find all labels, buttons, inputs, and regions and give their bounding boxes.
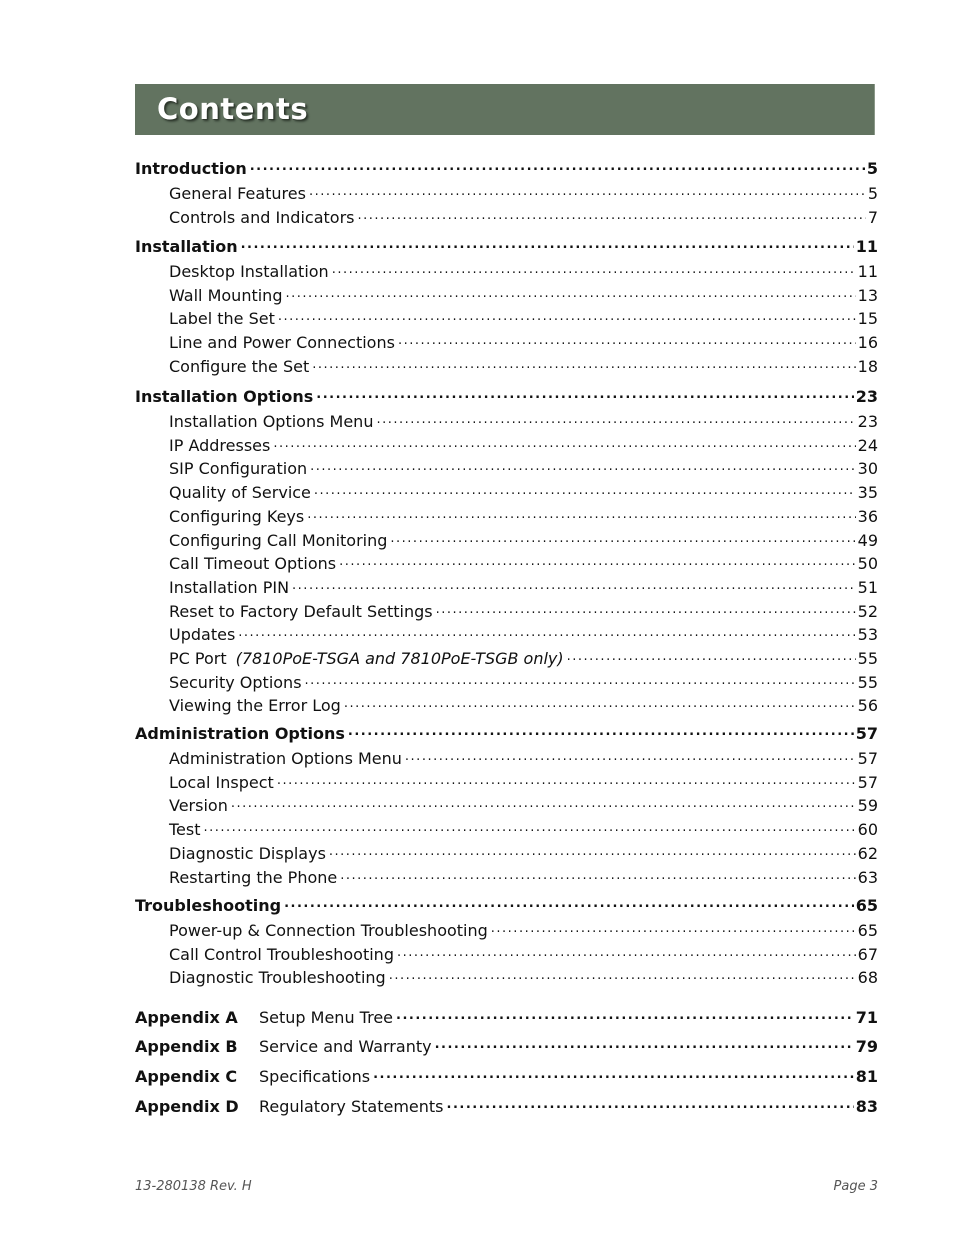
toc-entry-title: Installation [135, 237, 238, 256]
toc-entry-title-text: Line and Power Connections [169, 333, 395, 353]
toc-subentry[interactable] [169, 207, 878, 228]
toc-entry-title [169, 436, 270, 456]
leader-dots [278, 308, 856, 324]
leader-dots [390, 530, 855, 546]
toc-entry-page: 5 [866, 159, 878, 178]
leader-dots [435, 1036, 854, 1052]
document-number: 13-280138 Rev. H [135, 1179, 252, 1194]
toc-entry-page: 16 [857, 333, 878, 353]
toc-entry-title: Specifications [259, 1067, 371, 1086]
toc-subentry[interactable] [169, 967, 878, 988]
leader-dots [316, 386, 853, 402]
toc-entry-page: 56 [857, 696, 878, 716]
toc-entry-title-text: Reset to Factory Default Settings [169, 601, 433, 621]
toc-entry-page: 65 [855, 896, 878, 915]
toc-section-entry[interactable] [135, 723, 878, 744]
toc-entry-title-text: Call Control Troubleshooting [169, 944, 394, 964]
toc-entry-title [169, 968, 386, 988]
toc-subentry[interactable] [169, 648, 878, 669]
page-title: Contents [157, 92, 309, 126]
toc-entry-title [169, 749, 402, 769]
toc-entry-title [169, 412, 373, 432]
toc-entry-title-text: Desktop Installation [169, 262, 329, 281]
toc-entry-page: 57 [855, 724, 878, 743]
toc-entry-page: 49 [857, 530, 878, 550]
leader-dots [436, 601, 856, 617]
leader-dots [309, 183, 866, 199]
toc-subentry[interactable] [169, 601, 878, 622]
toc-entry-title-text: Version [169, 796, 228, 816]
toc-entry-title: Setup Menu Tree [259, 1008, 394, 1027]
leader-dots [310, 458, 856, 474]
toc-entry-title-text: Label the Set [169, 309, 275, 329]
toc-entry-title-text: Configure the Set [169, 356, 310, 376]
toc-subentry[interactable] [169, 530, 878, 551]
toc-subentry[interactable] [169, 695, 878, 716]
toc-entry-page: 81 [855, 1067, 878, 1086]
toc-entry-title [169, 602, 433, 622]
toc-subentry[interactable] [169, 435, 878, 456]
toc-subentry[interactable] [169, 285, 878, 306]
leader-dots [398, 332, 856, 348]
toc-entry-page: 35 [857, 483, 878, 503]
toc-entry-title-text: IP Addresses [169, 435, 271, 455]
toc-entry-title [169, 673, 302, 693]
toc-entry-page: 59 [857, 796, 878, 816]
toc-entry-title [169, 184, 306, 204]
toc-entry-title: Service and Warranty [259, 1037, 432, 1056]
toc-entry-title-text: Restarting the Phone [169, 867, 338, 887]
toc-entry-title [169, 483, 311, 503]
toc-appendix-entry[interactable] [135, 1096, 878, 1117]
toc-entry-title [169, 459, 307, 479]
toc-subentry[interactable] [169, 772, 878, 793]
toc-entry-title [169, 868, 337, 888]
contents-banner [135, 84, 875, 135]
leader-dots [307, 506, 855, 522]
toc-entry-page: 30 [857, 459, 878, 479]
leader-dots [273, 435, 855, 451]
toc-entry-title [169, 773, 274, 793]
toc-entry-page: 23 [855, 387, 878, 406]
toc-entry-title [169, 262, 329, 282]
toc-entry-title [169, 820, 201, 840]
toc-entry-page: 15 [857, 309, 878, 329]
toc-subentry[interactable] [169, 843, 878, 864]
toc-subentry[interactable] [169, 795, 878, 816]
toc-entry-page: 57 [857, 772, 878, 792]
leader-dots [241, 236, 854, 252]
leader-dots [312, 356, 855, 372]
toc-entry-title: Troubleshooting [135, 896, 282, 915]
toc-entry-page: 36 [857, 506, 878, 526]
toc-entry-title [169, 921, 488, 941]
leader-dots [340, 867, 855, 883]
toc-subentry[interactable] [169, 920, 878, 941]
toc-entry-title-text: Security Options [169, 672, 302, 692]
appendix-label: Appendix C [135, 1067, 238, 1086]
appendix-label: Appendix D [135, 1097, 239, 1116]
toc-subentry[interactable] [169, 506, 878, 527]
toc-entry-page: 11 [855, 237, 878, 256]
toc-entry-title-text: Diagnostic Displays [169, 843, 326, 863]
toc-section-entry[interactable] [135, 158, 878, 179]
toc-entry-title-text: Quality of Service [169, 483, 311, 503]
leader-dots [373, 1066, 854, 1082]
toc-entry-title-text: Controls and Indicators [169, 207, 355, 227]
toc-subentry[interactable] [169, 458, 878, 479]
toc-entry-page: 79 [855, 1037, 878, 1056]
toc-subentry[interactable] [169, 308, 878, 329]
toc-subentry[interactable] [169, 672, 878, 693]
toc-subentry[interactable] [169, 867, 878, 888]
toc-entry-title-text: Wall Mounting [169, 285, 283, 305]
toc-entry-title [169, 286, 282, 306]
toc-entry-title-text: Configuring Keys [169, 506, 305, 526]
toc-entry-title-text: Installation Options Menu [169, 412, 374, 431]
toc-entry-page: 50 [857, 554, 878, 574]
toc-entry-page: 51 [857, 577, 878, 597]
leader-dots [329, 843, 856, 859]
toc-entry-title-text: Configuring Call Monitoring [169, 530, 388, 550]
toc-entry-title [169, 507, 304, 527]
toc-entry-page: 63 [857, 867, 878, 887]
toc-entry-page: 57 [857, 749, 878, 768]
toc-entry-page: 13 [857, 285, 878, 305]
leader-dots [396, 1007, 854, 1023]
toc-entry-page: 65 [857, 921, 878, 940]
toc-entry-title-text: Diagnostic Troubleshooting [169, 968, 386, 988]
leader-dots [405, 748, 856, 764]
toc-subentry[interactable] [169, 624, 878, 645]
toc-entry-page: 24 [857, 435, 878, 455]
toc-entry-page: 18 [857, 356, 878, 376]
toc-subentry[interactable] [169, 482, 878, 503]
toc-entry-title [169, 625, 235, 645]
leader-dots [314, 482, 856, 498]
toc-entry-title [169, 796, 228, 816]
toc-subentry[interactable] [169, 577, 878, 598]
toc-entry-page: 23 [857, 412, 878, 431]
toc-entry-title-text: Administration Options Menu [169, 749, 402, 768]
leader-dots [231, 795, 856, 811]
toc-entry-title-text: PC Port [169, 649, 227, 668]
leader-dots [357, 207, 865, 223]
toc-entry-page: 7 [867, 207, 878, 227]
toc-entry-title [169, 357, 309, 377]
toc-section-entry[interactable] [135, 236, 878, 257]
toc-entry-title: Regulatory Statements [259, 1097, 444, 1116]
toc-entry-title-text: Viewing the Error Log [169, 696, 341, 716]
toc-entry-page: 67 [857, 944, 878, 964]
toc-subentry[interactable] [169, 261, 878, 282]
toc-entry-page: 62 [857, 843, 878, 863]
leader-dots [447, 1096, 854, 1112]
toc-subentry[interactable] [169, 332, 878, 353]
toc-appendix-entry[interactable] [135, 1007, 878, 1028]
toc-entry-title-text: Call Timeout Options [169, 554, 337, 574]
leader-dots [332, 261, 856, 277]
toc-entry-title-text: Installation PIN [169, 577, 290, 597]
toc-entry-title [169, 844, 326, 864]
toc-subentry[interactable] [169, 819, 878, 840]
leader-dots [277, 772, 856, 788]
appendix-label: Appendix B [135, 1037, 238, 1056]
toc-entry-title [169, 309, 275, 329]
toc-entry-title [169, 649, 564, 669]
toc-entry-page: 55 [857, 649, 878, 668]
toc-entry-title: Administration Options [135, 724, 345, 743]
toc-entry-page: 68 [857, 968, 878, 988]
leader-dots [284, 895, 854, 911]
leader-dots [305, 672, 856, 688]
toc-entry-title-text: Updates [169, 625, 236, 645]
toc-entry-page: 11 [857, 262, 878, 281]
toc-entry-title [169, 333, 395, 353]
toc-entry-note: (7810PoE-TSGA and 7810PoE-TSGB only) [235, 649, 564, 668]
toc-subentry[interactable] [169, 411, 878, 432]
toc-entry-title: Installation Options [135, 387, 314, 406]
toc-entry-title-text: Test [169, 820, 201, 840]
leader-dots [389, 967, 856, 983]
toc-subentry[interactable] [169, 183, 878, 204]
toc-subentry[interactable] [169, 553, 878, 574]
toc-entry-title-text: Power-up & Connection Troubleshooting [169, 921, 488, 940]
toc-entry-title-text: General Features [169, 184, 306, 203]
leader-dots [204, 819, 856, 835]
toc-entry-title [169, 696, 341, 716]
page-number: Page 3 [833, 1179, 878, 1194]
toc-entry-title: Introduction [135, 159, 247, 178]
toc-subentry[interactable] [169, 748, 878, 769]
toc-entry-page: 83 [855, 1097, 878, 1116]
leader-dots [292, 577, 856, 593]
leader-dots [344, 695, 856, 711]
toc-appendix-entry[interactable] [135, 1066, 878, 1087]
leader-dots [285, 285, 855, 301]
toc-appendix-entry[interactable] [135, 1036, 878, 1057]
leader-dots [238, 624, 855, 640]
appendix-label: Appendix A [135, 1008, 238, 1027]
toc-entry-title [169, 578, 289, 598]
toc-entry-title [169, 945, 394, 965]
leader-dots [491, 920, 856, 936]
toc-entry-title [169, 531, 387, 551]
leader-dots [339, 553, 856, 569]
toc-entry-page: 52 [857, 601, 878, 621]
toc-entry-page: 5 [867, 184, 878, 203]
leader-dots [567, 648, 856, 664]
toc-entry-page: 71 [855, 1008, 878, 1027]
toc-subentry[interactable] [169, 356, 878, 377]
toc-entry-page: 60 [857, 820, 878, 840]
toc-entry-page: 55 [857, 672, 878, 692]
toc-subentry[interactable] [169, 944, 878, 965]
toc-entry-title-text: SIP Configuration [169, 459, 308, 479]
toc-entry-title [169, 208, 354, 228]
toc-entry-page: 53 [857, 625, 878, 645]
toc-entry-title-text: Local Inspect [169, 772, 274, 792]
toc-section-entry[interactable] [135, 895, 878, 916]
leader-dots [397, 944, 856, 960]
leader-dots [376, 411, 855, 427]
leader-dots [348, 723, 854, 739]
toc-section-entry[interactable] [135, 386, 878, 407]
toc-entry-title [169, 554, 336, 574]
leader-dots [250, 158, 865, 174]
